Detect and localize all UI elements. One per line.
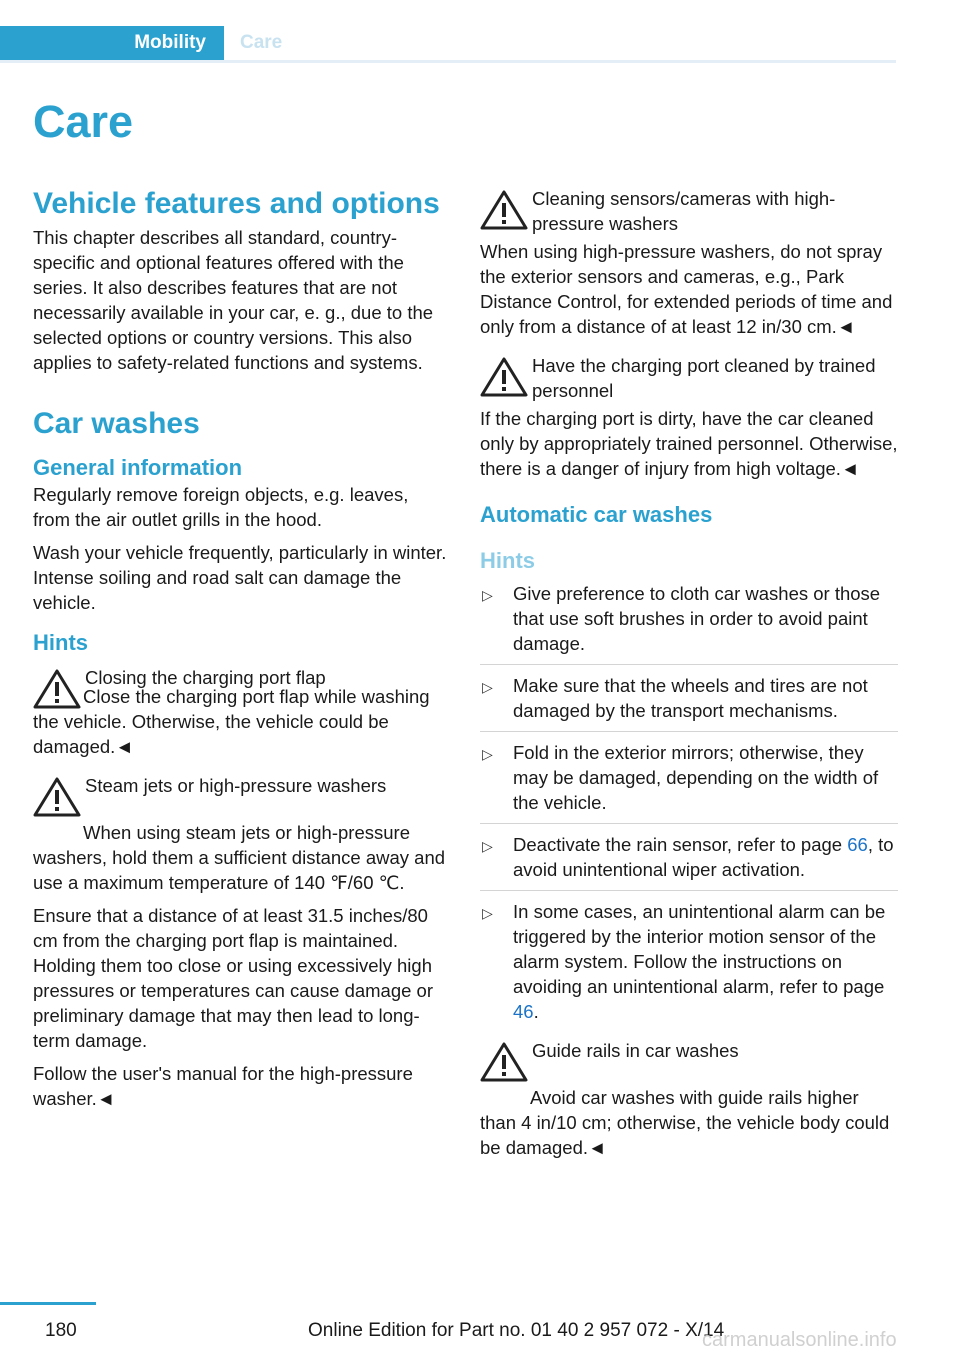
list-item-text: , to avoid unintentional wiper activation. bbox=[513, 834, 894, 880]
paragraph-features: This chapter describes all standard, country-specific and optional features offered with the series. It also describes features that are not necessarily available in your car, e. g., due to the selected options or country versions. This also applies to safety-related functions and systems. bbox=[33, 227, 434, 373]
list-item bbox=[480, 899, 898, 1032]
watermark: carmanualsonline.info bbox=[702, 1329, 897, 1351]
warning-triangle-icon bbox=[480, 357, 528, 397]
list-item-text: . bbox=[533, 1001, 539, 1022]
triangle-bullet-icon: ▷ bbox=[482, 838, 493, 854]
warning-title: Cleaning sensors/cameras with high-pressure washers bbox=[532, 188, 836, 234]
paragraph-follow-manual: Follow the user's manual for the high-pressure washer.◄ bbox=[33, 1063, 413, 1109]
list-item-text: Make sure that the wheels and tires are not damaged by the transport mechanisms. bbox=[513, 675, 868, 721]
warning-title: Have the charging port cleaned by trained personnel bbox=[532, 355, 876, 401]
list-item-text: Deactivate the rain sensor, refer to page bbox=[513, 834, 848, 855]
heading-hints: Hints bbox=[33, 630, 88, 655]
list-item bbox=[480, 740, 898, 824]
triangle-bullet-icon: ▷ bbox=[482, 587, 493, 603]
warning-body: Avoid car washes with guide rails higher than 4 in/10 cm; otherwise, the vehicle body could be damaged.◄ bbox=[480, 1087, 890, 1158]
heading-general-information: General information bbox=[33, 455, 243, 480]
list-item-text: Give preference to cloth car washes or those that use soft brushes in order to avoid paint damage. bbox=[513, 583, 881, 654]
heading-car-washes: Car washes bbox=[33, 407, 200, 440]
warning-title: Guide rails in car washes bbox=[532, 1040, 739, 1061]
right-column bbox=[480, 186, 898, 1174]
list-item bbox=[480, 832, 898, 891]
triangle-bullet-icon: ▷ bbox=[482, 905, 493, 921]
list-item bbox=[480, 673, 898, 732]
warning-guide-rails bbox=[480, 1038, 898, 1160]
hints-list bbox=[480, 581, 898, 1032]
warning-body: If the charging port is dirty, have the car cleaned only by appropriately trained personnel. Otherwise, there is a danger of injury from high voltage.◄ bbox=[480, 408, 898, 479]
warning-body: Close the charging port flap while washing the vehicle. Otherwise, the vehicle could be damaged.◄ bbox=[33, 686, 430, 757]
list-item-text: In some cases, an unintentional alarm can be triggered by the interior motion sensor of the alarm system. Follow the instructions on avoiding an unintentional alarm, refer to page bbox=[513, 901, 886, 997]
paragraph-distance: Ensure that a distance of at least 31.5 inches/80 cm from the charging port flap is maintained. Holding them too close or using excessively high pressures or temperatures can cause damage or preliminary damage that may then lead to long-term damage. bbox=[33, 905, 434, 1051]
warning-triangle-icon bbox=[480, 190, 528, 230]
triangle-bullet-icon: ▷ bbox=[482, 746, 493, 762]
tab-mobility[interactable]: Mobility bbox=[0, 26, 224, 60]
page-link-46[interactable]: 46 bbox=[513, 1001, 534, 1022]
list-item bbox=[480, 581, 898, 665]
page-title: Care bbox=[33, 96, 134, 147]
list-item-text: Fold in the exterior mirrors; otherwise, they may be damaged, depending on the width of the vehicle. bbox=[513, 742, 879, 813]
heading-vehicle-features: Vehicle features and options bbox=[33, 187, 440, 220]
warning-title: Steam jets or high-pressure washers bbox=[85, 775, 387, 796]
warning-body: When using steam jets or high-pressure washers, hold them a sufficient distance away and use a maximum temperature of 140 ℉/60 ℃. bbox=[33, 822, 446, 893]
heading-hints: Hints bbox=[480, 548, 535, 573]
warning-title: Closing the charging port flap bbox=[85, 667, 326, 688]
footer-divider bbox=[0, 1302, 96, 1305]
heading-automatic-car-washes: Automatic car washes bbox=[480, 502, 713, 527]
edition-info: Online Edition for Part no. 01 40 2 957 072 - X/14 bbox=[308, 1320, 725, 1341]
warning-triangle-icon bbox=[33, 777, 81, 817]
left-column bbox=[33, 186, 449, 1119]
warning-triangle-icon bbox=[480, 1042, 528, 1082]
tab-care[interactable]: Care bbox=[240, 32, 283, 53]
warning-charging-port-cleaning bbox=[480, 353, 898, 481]
warning-steam-jets bbox=[33, 773, 449, 895]
warning-charging-port-flap bbox=[33, 665, 449, 759]
warning-triangle-icon bbox=[33, 669, 81, 709]
paragraph-general-2: Wash your vehicle frequently, particularly in winter. Intense soiling and road salt can damage the vehicle. bbox=[33, 542, 447, 613]
page-number: 180 bbox=[45, 1320, 77, 1341]
header-bar bbox=[0, 26, 896, 63]
page-link-66[interactable]: 66 bbox=[847, 834, 868, 855]
triangle-bullet-icon: ▷ bbox=[482, 679, 493, 695]
warning-sensors-cameras bbox=[480, 186, 898, 339]
paragraph-general-1: Regularly remove foreign objects, e.g. leaves, from the air outlet grills in the hood. bbox=[33, 484, 409, 530]
warning-body: When using high-pressure washers, do not spray the exterior sensors and cameras, e.g., Park Distance Control, for extended periods of time and only from a distance of at least 12 in/30 cm.◄ bbox=[480, 241, 893, 337]
